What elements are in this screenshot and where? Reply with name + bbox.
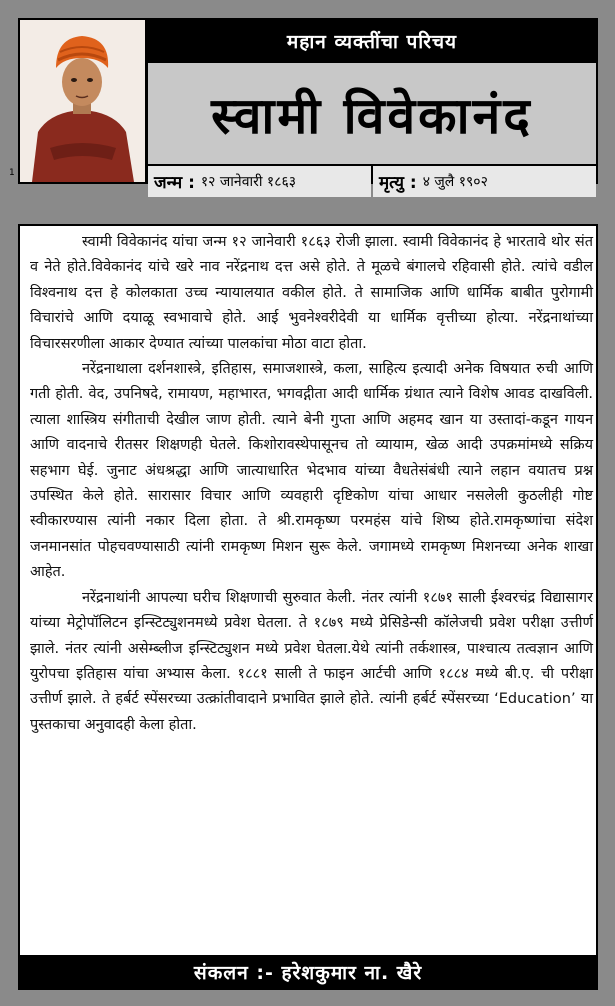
page-title: स्वामी विवेकानंद bbox=[148, 63, 596, 164]
paragraph-1: स्वामी विवेकानंद यांचा जन्म १२ जानेवारी १८६३ रोजी झाला. स्वामी विवेकानंद हे भारतावे थोर संत व नेते होते.विवेकानंद यांचे खरे नाव नरेंद्रनाथ दत्त असे होते. ते मूळचे बंगालचे रहिवासी होते. त्यांचे वडील विश्वनाथ दत्त हे कोलकाता उच्च न्यायालयात वकील होते. ते सामाजिक आणि धार्मिक बाबीत पुरोगामी विचारांचे आणि दयाळू स्वभावाचे होते. आई भुवनेश्वरीदेवी या धार्मिक वृत्तीच्या होत्या. नरेंद्रनाथांच्या विचारसरणीला आकार देण्यात त्यांच्या पालकांचा मोठा वाटा होता. bbox=[30, 234, 593, 352]
dates-row bbox=[148, 166, 596, 197]
birth-label: जन्म : bbox=[154, 173, 195, 193]
portrait-photo bbox=[20, 20, 145, 182]
subtitle: महान व्यक्तींचा परिचय bbox=[286, 31, 458, 53]
body-panel bbox=[18, 224, 598, 990]
side-number: 1 bbox=[9, 168, 15, 178]
text-area bbox=[20, 226, 596, 955]
paragraph-3: नरेंद्रनाथांनी आपल्या घरीच शिक्षणाची सुरुवात केली. नंतर त्यांनी १८७१ साली ईश्वरचंद्र विद्यासागर यांच्या मेट्रोपॉलिटन इन्स्टिट्युशनमध्ये प्रवेश घेतला. ते १८७९ मध्ये प्रेसिडेन्सी कॉलेजची प्रवेश परीक्षा उत्तीर्ण झाले. नंतर त्यांनी असेम्ब्लीज इन्स्टिट्युशन मध्ये प्रवेश घेतला.येथे त्यांनी तर्कशास्त्र, पाश्चात्य तत्वज्ञान आणि युरोपचा इतिहास यांचा अभ्यास केला. १८८१ साली ते फाइन आर्टची आणि १८८४ मध्ये बी.ए. ची परीक्षा उत्तीर्ण झाले. ते हर्बर्ट स्पेंसरच्या उत्क्रांतीवादाने प्रभावित झाले होते. त्यांनी हर्बर्ट स्पेंसरच्या ‘Education’ या पुस्तकाचा अनुवादही केला होता. bbox=[30, 589, 593, 733]
death-date bbox=[373, 166, 596, 197]
birth-value: १२ जानेवारी १८६३ bbox=[200, 174, 297, 190]
death-label: मृत्यु : bbox=[379, 173, 417, 193]
birth-date bbox=[148, 166, 371, 197]
header-panel bbox=[18, 18, 598, 193]
portrait-illustration bbox=[20, 20, 145, 182]
death-value: ४ जुलै १९०२ bbox=[422, 174, 488, 190]
footer-credit: संकलन :- हरेशकुमार ना. खैरे bbox=[193, 961, 423, 984]
paragraph-2: नरेंद्रनाथाला दर्शनशास्त्रे, इतिहास, समाजशास्त्रे, कला, साहित्य इत्यादी अनेक विषयात रुची आणि गती होती. वेद, उपनिषदे, रामायण, महाभारत, भगवद्गीता आदी धार्मिक ग्रंथात त्याने विशेष आवड दाखविली. त्याला शास्त्रिय संगीताची देखील जाण होती. त्याने बेनी गुप्ता आणि अहमद खान या उस्तादां-कडून गायन आणि वादनाचे रीतसर शिक्षणही घेतले. किशोरावस्थेपासूनच तो व्यायाम, खेळ आदी उपक्रमांमध्ये सक्रिय सहभाग घेई. जुनाट अंधश्रद्धा आणि जात्याधारित भेदभाव यांच्या वैधतेसंबंधी त्याने लहान वयातच प्रश्न उपस्थित केले होते. सारासार विचार आणि व्यवहारी दृष्टिकोण यांचा आधार नसलेली कुठलीही गोष्ट स्वीकारण्यास त्यांनी नकार दिला होता. ते श्री.रामकृष्ण परमहंस यांचे शिष्य होते.रामकृष्णांचा संदेश जनमानसांत पोहचवण्यासाठी त्यांनी रामकृष्ण मिशन सुरू केले. जगामध्ये रामकृष्ण मिशनच्या अनेक शाखा आहेत. bbox=[30, 361, 593, 581]
